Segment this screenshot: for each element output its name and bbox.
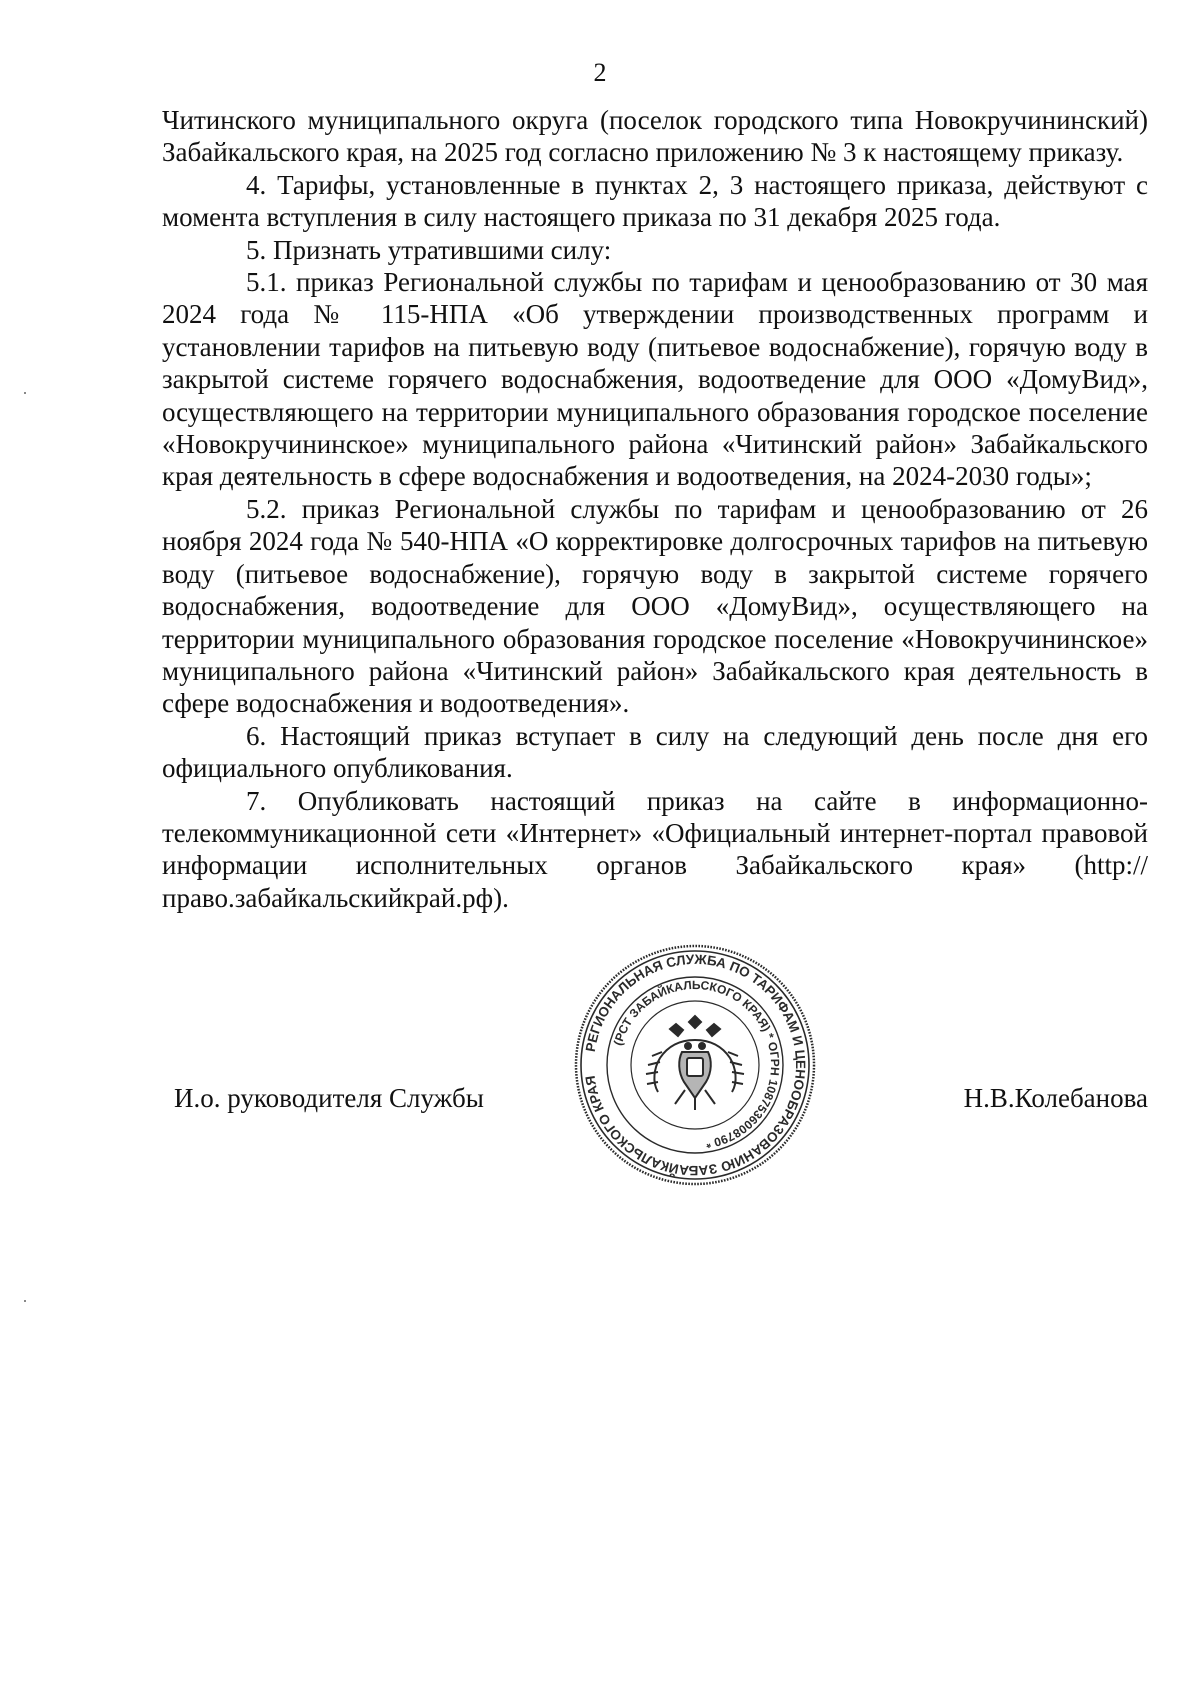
paragraph-item-7: 7. Опубликовать настоящий приказ на сайте в информационно-телекоммуникационной сети «Интернет» «Официальный интернет-портал правовой информации исполнительных органов Забайкальского края» (http://право.забайкальскийкрай.рф). — [162, 785, 1148, 913]
official-seal — [570, 940, 820, 1190]
paragraph-item-6: 6. Настоящий приказ вступает в силу на следующий день после дня его официального опубликования. — [162, 720, 1148, 784]
coat-of-arms-icon — [646, 1016, 744, 1110]
margin-speck — [24, 1300, 26, 1302]
seal-graphic — [570, 940, 820, 1190]
page-number: 2 — [593, 58, 607, 87]
signatory-name: Н.В.Колебанова — [963, 1083, 1148, 1113]
paragraph-item-5-1: 5.1. приказ Региональной службы по тарифам и ценообразованию от 30 мая 2024 года № 115-НПА «Об утверждении производственных программ и установлении тарифов на питьевую воду (питьевое водоснабжение), горячую воду в закрытой системе горячего водоснабжения, водоотведение для ООО «ДомуВид», осуществляющего на территории муниципального образования городское поселение «Новокручининское» муниципального района «Читинский район» Забайкальского края деятельность в сфере водоснабжения и водоотведения, на 2024-2030 годы»; — [162, 267, 1148, 492]
signatory-position: И.о. руководителя Службы — [174, 1083, 484, 1113]
paragraph-continuation: Читинского муниципального округа (поселок городского типа Новокручининский) Забайкальского края, на 2025 год согласно приложению № 3 к настоящему приказу. — [162, 105, 1148, 168]
seal-outer-text: РЕГИОНАЛЬНАЯ СЛУЖБА ПО ТАРИФАМ И ЦЕНООБРАЗОВАНИЮ ЗАБАЙКАЛЬСКОГО КРАЯ — [582, 951, 809, 1179]
seal-inner-text: (РСТ ЗАБАЙКАЛЬСКОГО КРАЯ) * ОГРН 1087536008790 * — [610, 977, 783, 1152]
document-body — [162, 104, 1148, 914]
paragraph-item-5: 5. Признать утратившими силу: — [246, 234, 612, 265]
paragraph-item-5-2: 5.2. приказ Региональной службы по тарифам и ценообразованию от 26 ноября 2024 года № 540-НПА «О корректировке долгосрочных тарифов на питьевую воду (питьевое водоснабжение), горячую воду в закрытой системе горячего водоснабжения, водоотведение для ООО «ДомуВид», осуществляющего на территории муниципального образования городское поселение «Новокручининское» муниципального района «Читинский район» Забайкальского края деятельность в сфере водоснабжения и водоотведения». — [162, 493, 1148, 719]
paragraph-item-4: 4. Тарифы, установленные в пунктах 2, 3 настоящего приказа, действуют с момента вступления в силу настоящего приказа по 31 декабря 2025 года. — [162, 169, 1148, 233]
margin-speck — [24, 392, 26, 394]
